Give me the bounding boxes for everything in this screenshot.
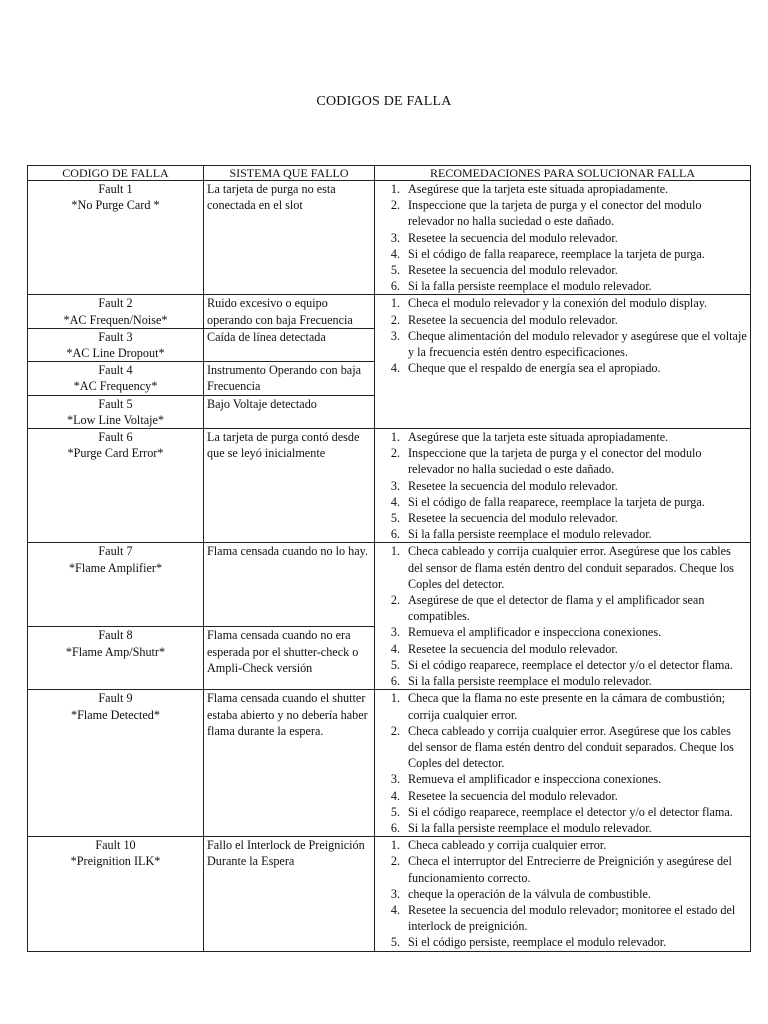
step-text: Si el código reaparece, reemplace el detector y/o el detector flama. [408,657,733,672]
steps-list [378,690,747,836]
list-item: 3. Remueva el amplificador e inspecciona conexiones. [390,772,662,787]
fault-name: *AC Frequen/Noise* [63,312,168,327]
list-item: 4. Resetee la secuencia del modulo relevador. [390,788,618,803]
fault-code-cell [28,295,204,328]
fault-name: *Flame Detected* [70,707,160,722]
fault-number: Fault 4 [98,363,133,378]
fault-number: Fault 6 [98,430,133,445]
step-text: Si el código persiste, reemplace el modulo relevador. [408,935,667,950]
list-item: 1. Checa el modulo relevador y la conexión del modulo display. [390,296,708,311]
fault-number: Fault 3 [98,329,133,344]
fault-number: Fault 7 [98,544,133,559]
step-text: Resetee la secuencia del modulo relevador. [408,230,618,245]
step-text: Asegúrese que la tarjeta este situada apropiadamente. [408,182,669,196]
list-item: 6. Si la falla persiste reemplace el modulo relevador. [390,527,652,542]
step-text: Si el código de falla reaparece, reemplace la tarjeta de purga. [408,246,705,261]
header-code: CODIGO DE FALLA [28,166,204,181]
list-item: 1. Checa cableado y corrija cualquier error. [390,838,607,853]
fault-name: *No Purge Card * [71,198,160,213]
recommendations-cell [375,429,751,543]
fault-name: *Flame Amp/Shutr* [65,644,166,659]
fault-number: Fault 9 [98,691,133,706]
system-cell: Fallo el Interlock de Preignición Durante la Espera [204,837,375,951]
step-text: Inspeccione que la tarjeta de purga y el conector del modulo relevador no halla suciedad o este dañado. [408,198,702,229]
system-cell: Caída de línea detectada [204,328,375,361]
fault-codes-table [27,165,751,952]
fault-number: Fault 1 [98,182,133,196]
system-cell: Flama censada cuando el shutter estaba abierto y no debería haber flama durante la espera. [204,690,375,837]
fault-name: *Preignition ILK* [70,854,161,869]
list-item: 1. Checa que la flama no este presente en la cámara de combustión; corrija cualquier error. [390,691,726,722]
table-row-fault-9 [28,690,751,837]
system-cell: Flama censada cuando no lo hay. [204,543,375,627]
step-text: Remueva el amplificador e inspecciona conexiones. [408,625,662,640]
step-text: Resetee la secuencia del modulo relevador. [408,788,618,803]
steps-list [378,181,747,294]
document-title: CODIGOS DE FALLA [316,94,452,109]
header-recommendations: RECOMEDACIONES PARA SOLUCIONAR FALLA [375,166,751,181]
recommendations-cell [375,837,751,951]
steps-list [378,295,747,376]
list-item: 2. Asegúrese de que el detector de flama y el amplificador sean compatibles. [390,593,705,624]
step-text: Checa cableado y corrija cualquier error. Asegúrese que los cables del sensor de flama estén dentro del conduit separados. Cheque los Coples del detector. [408,544,734,591]
recommendations-cell [375,181,751,295]
recommendations-cell [375,690,751,837]
list-item: 4. Resetee la secuencia del modulo relevador; monitoree el estado del interlock de preignición. [390,902,736,934]
fault-code-cell [28,543,204,627]
fault-name: *Flame Amplifier* [68,560,163,575]
step-text: Asegúrese que la tarjeta este situada apropiadamente. [408,430,669,445]
fault-name: *AC Line Dropout* [66,346,165,361]
fault-code-cell [28,362,204,395]
list-item: 5. Si el código reaparece, reemplace el detector y/o el detector flama. [390,657,733,672]
fault-code-cell [28,627,204,690]
list-item: 6. Si la falla persiste reemplace el modulo relevador. [390,674,652,689]
list-item: 4. Cheque que el respaldo de energía sea el apropiado. [390,361,661,376]
step-text: Si el código de falla reaparece, reemplace la tarjeta de purga. [408,494,705,509]
step-text: Resetee la secuencia del modulo relevador. [408,511,618,526]
step-text: Si el código reaparece, reemplace el detector y/o el detector flama. [408,804,733,819]
list-item: 2. Inspeccione que la tarjeta de purga y el conector del modulo relevador no halla suciedad o este dañado. [390,198,702,229]
fault-number: Fault 5 [98,396,133,411]
step-text: Checa cableado y corrija cualquier error. [408,838,607,853]
list-item: 3. cheque la operación de la válvula de combustible. [390,886,651,901]
fault-code-cell [28,837,204,951]
list-item: 5. Resetee la secuencia del modulo relevador. [390,263,618,278]
list-item: 5. Si el código reaparece, reemplace el detector y/o el detector flama. [390,804,733,819]
system-cell: Instrumento Operando con baja Frecuencia [204,362,375,395]
system-cell: Ruido excesivo o equipo operando con baja Frecuencia [204,295,375,328]
fault-code-cell [28,429,204,543]
fault-code-cell [28,328,204,361]
list-item: 2. Checa cableado y corrija cualquier error. Asegúrese que los cables del sensor de flama estén dentro del conduit separados. Cheque los Coples del detector. [390,723,734,771]
list-item: 1. Checa cableado y corrija cualquier error. Asegúrese que los cables del sensor de flama estén dentro del conduit separados. Cheque los Coples del detector. [390,544,734,591]
list-item: 3. Cheque alimentación del modulo relevador y asegúrese que el voltaje y la frecuencia estén dentro especificaciones. [390,328,747,360]
system-cell: Flama censada cuando no era esperada por el shutter-check o Ampli-Check versión [204,627,375,690]
list-item: 2. Inspeccione que la tarjeta de purga y el conector del modulo relevador no halla suciedad o este dañado. [390,446,702,477]
system-cell: Bajo Voltaje detectado [204,395,375,428]
step-text: Resetee la secuencia del modulo relevador; monitoree el estado del interlock de preignición. [408,902,736,934]
list-item: 6. Si la falla persiste reemplace el modulo relevador. [390,279,652,294]
list-item: 2. Resetee la secuencia del modulo relevador. [390,312,618,327]
step-text: Resetee la secuencia del modulo relevador. [408,312,618,327]
step-text: Si la falla persiste reemplace el modulo relevador. [408,279,652,294]
list-item: 3. Resetee la secuencia del modulo relevador. [390,478,618,493]
list-item: 1. Asegúrese que la tarjeta este situada apropiadamente. [390,430,669,445]
step-text: Cheque que el respaldo de energía sea el apropiado. [408,361,661,376]
step-text: Inspeccione que la tarjeta de purga y el conector del modulo relevador no halla suciedad o este dañado. [408,446,702,477]
table-row-fault-6 [28,429,751,543]
recommendations-cell [375,543,751,690]
step-text: Resetee la secuencia del modulo relevador. [408,263,618,278]
step-text: Checa el modulo relevador y la conexión del modulo display. [408,296,708,311]
step-text: Resetee la secuencia del modulo relevador. [408,478,618,493]
table-row-fault-2 [28,295,751,328]
list-item: 3. Resetee la secuencia del modulo relevador. [390,230,618,245]
step-text: Remueva el amplificador e inspecciona conexiones. [408,772,662,787]
step-text: Checa que la flama no este presente en la cámara de combustión; corrija cualquier error. [408,691,726,722]
fault-code-cell [28,395,204,428]
system-cell: La tarjeta de purga contó desde que se leyó inicialmente [204,429,375,543]
list-item: 1. Asegúrese que la tarjeta este situada apropiadamente. [390,182,669,196]
list-item: 6. Si la falla persiste reemplace el modulo relevador. [390,820,652,835]
table-row-fault-10 [28,837,751,951]
system-cell: La tarjeta de purga no esta conectada en el slot [204,181,375,295]
fault-number: Fault 8 [98,628,133,643]
steps-list [378,837,747,950]
fault-code-cell [28,690,204,837]
fault-name: *AC Frequency* [73,379,158,394]
step-text: Checa el interruptor del Entrecierre de Preignición y asegúrese del funcionamiento correcto. [408,854,732,885]
list-item: 2. Checa el interruptor del Entrecierre de Preignición y asegúrese del funcionamiento correcto. [390,854,732,885]
fault-name: *Purge Card Error* [67,446,164,461]
list-item: 4. Si el código de falla reaparece, reemplace la tarjeta de purga. [390,246,705,261]
header-row [28,166,751,181]
steps-list [378,543,747,689]
fault-number: Fault 10 [95,838,136,853]
list-item: 4. Resetee la secuencia del modulo relevador. [390,641,618,656]
table-row-fault-7 [28,543,751,627]
fault-code-cell [28,181,204,295]
list-item: 5. Si el código persiste, reemplace el modulo relevador. [390,935,667,950]
step-text: Si la falla persiste reemplace el modulo relevador. [408,527,652,542]
table-row-fault-1 [28,181,751,295]
list-item: 4. Si el código de falla reaparece, reemplace la tarjeta de purga. [390,494,705,509]
fault-name: *Low Line Voltaje* [66,412,165,427]
step-text: Resetee la secuencia del modulo relevador. [408,641,618,656]
recommendations-cell [375,295,751,429]
list-item: 5. Resetee la secuencia del modulo relevador. [390,511,618,526]
steps-list [378,429,747,542]
step-text: cheque la operación de la válvula de combustible. [408,886,651,901]
step-text: Si la falla persiste reemplace el modulo relevador. [408,674,652,689]
header-system: SISTEMA QUE FALLO [204,166,375,181]
step-text: Checa cableado y corrija cualquier error. Asegúrese que los cables del sensor de flama estén dentro del conduit separados. Cheque los Coples del detector. [408,723,734,771]
step-text: Cheque alimentación del modulo relevador y asegúrese que el voltaje y la frecuencia estén dentro especificaciones. [408,328,747,360]
fault-number: Fault 2 [98,296,133,311]
step-text: Si la falla persiste reemplace el modulo relevador. [408,820,652,835]
list-item: 3. Remueva el amplificador e inspecciona conexiones. [390,625,662,640]
step-text: Asegúrese de que el detector de flama y el amplificador sean compatibles. [408,593,705,624]
